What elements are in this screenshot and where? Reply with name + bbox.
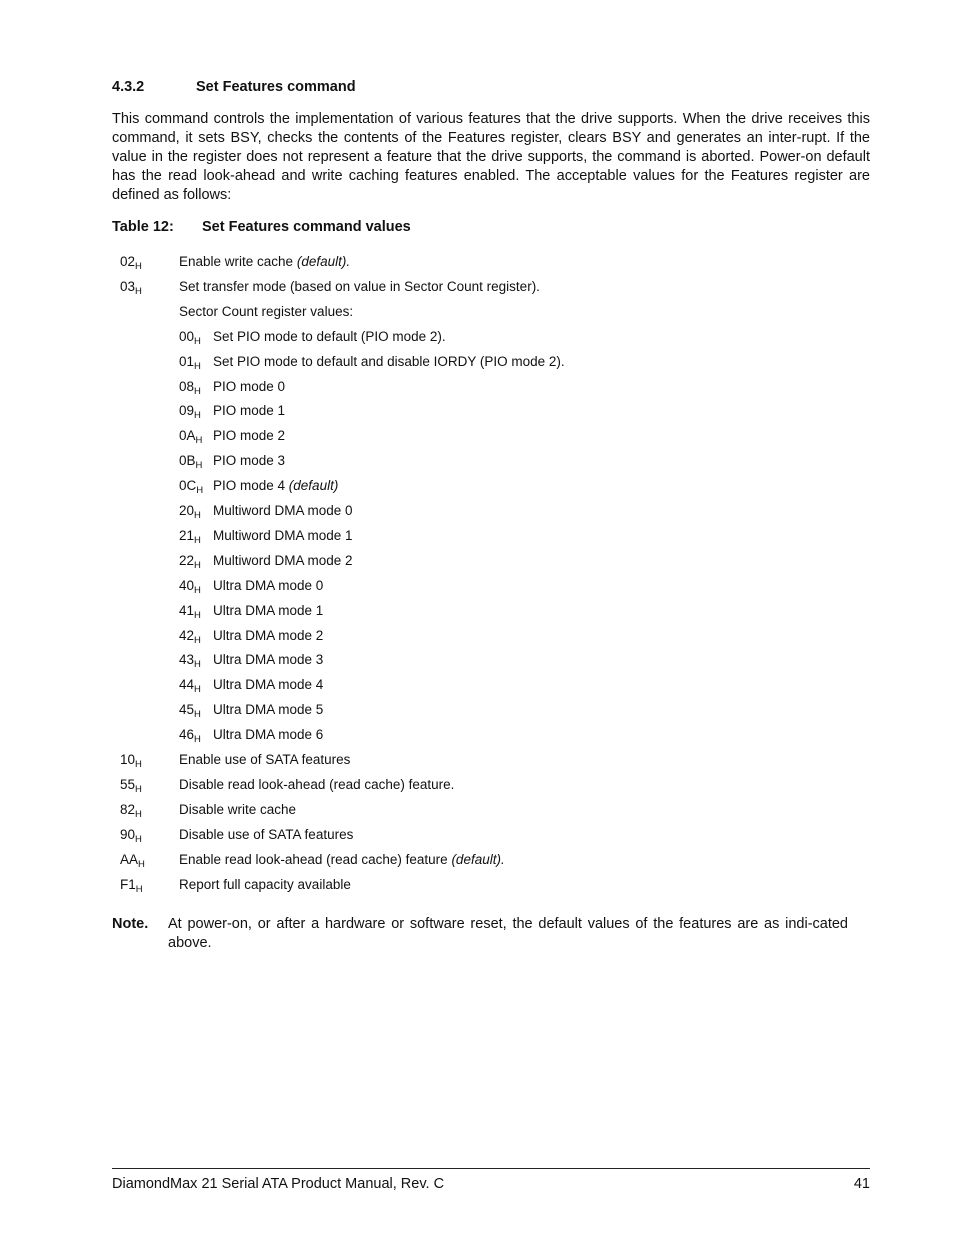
- hex-suffix: H: [194, 609, 201, 621]
- code-value: 09: [179, 403, 195, 419]
- code-value: 08: [179, 378, 195, 394]
- row-code: [179, 327, 201, 347]
- code-value: 21: [179, 527, 195, 543]
- row-description: [179, 850, 505, 870]
- hex-suffix: H: [196, 485, 204, 497]
- code-value: 01: [179, 353, 195, 369]
- code-value: 40: [179, 577, 195, 593]
- row-code: [179, 377, 201, 397]
- row-code: [179, 650, 201, 670]
- row-description: [213, 551, 353, 571]
- row-description: [213, 601, 323, 621]
- row-code: [120, 875, 143, 895]
- row-code: [120, 850, 145, 870]
- description-text: Enable read look-ahead (read cache) feature: [179, 851, 452, 867]
- description-text: Ultra DMA mode 4: [213, 677, 324, 693]
- row-description: [213, 626, 323, 646]
- code-value: 42: [179, 627, 195, 643]
- row-description: [213, 650, 323, 670]
- row-code: [179, 675, 201, 695]
- row-description: [179, 875, 351, 895]
- description-text: Set transfer mode (based on value in Sector Count register).: [179, 278, 540, 294]
- row-description: [213, 352, 565, 372]
- row-description: [213, 377, 285, 397]
- description-text: Ultra DMA mode 5: [213, 702, 324, 718]
- hex-suffix: H: [194, 584, 201, 596]
- row-code: [120, 252, 142, 272]
- description-emphasis: (default).: [451, 851, 505, 867]
- hex-suffix: H: [194, 534, 201, 546]
- row-description: [179, 750, 350, 770]
- hex-suffix: H: [138, 858, 145, 870]
- code-value: 46: [179, 727, 195, 743]
- table-label: Table 12:: [112, 219, 174, 235]
- description-text: Multiword DMA mode 1: [213, 527, 353, 543]
- code-value: 0B: [179, 453, 196, 469]
- hex-suffix: H: [135, 808, 142, 820]
- hex-suffix: H: [194, 684, 201, 696]
- code-value: 00: [179, 328, 195, 344]
- description-emphasis: (default): [288, 478, 339, 494]
- description-text: Ultra DMA mode 0: [213, 577, 324, 593]
- hex-suffix: H: [135, 783, 142, 795]
- row-code: [120, 800, 142, 820]
- code-value: 82: [120, 801, 136, 817]
- row-code: [179, 551, 201, 571]
- description-text: PIO mode 0: [213, 378, 286, 394]
- row-code: [179, 426, 202, 446]
- description-text: Ultra DMA mode 2: [213, 627, 324, 643]
- description-text: Report full capacity available: [179, 876, 351, 892]
- description-text: Ultra DMA mode 3: [213, 652, 324, 668]
- description-text: Set PIO mode to default (PIO mode 2).: [213, 328, 446, 344]
- row-description: [213, 576, 323, 596]
- description-text: Set PIO mode to default and disable IORDY (PIO mode 2).: [213, 353, 565, 369]
- code-value: 45: [179, 702, 195, 718]
- row-code: [179, 601, 201, 621]
- description-text: Ultra DMA mode 6: [213, 727, 324, 743]
- code-value: 43: [179, 652, 195, 668]
- description-text: Enable use of SATA features: [179, 752, 351, 767]
- hex-suffix: H: [194, 559, 201, 571]
- row-code: [120, 825, 142, 845]
- code-value: 03: [120, 278, 136, 294]
- row-description: [179, 277, 540, 297]
- code-value: 41: [179, 602, 195, 618]
- code-value: 10: [120, 752, 136, 767]
- code-value: 02: [120, 254, 136, 269]
- row-code: [179, 576, 201, 596]
- footer-divider: [112, 1168, 870, 1169]
- description-text: Disable read look-ahead (read cache) feature.: [179, 776, 455, 792]
- row-code: [120, 775, 142, 795]
- code-value: 44: [179, 677, 195, 693]
- hex-suffix: H: [194, 335, 201, 347]
- row-description: [213, 700, 323, 720]
- row-code: [179, 626, 201, 646]
- code-value: F1: [120, 876, 136, 892]
- row-description: [179, 825, 353, 845]
- hex-suffix: H: [135, 883, 143, 895]
- code-value: 55: [120, 776, 136, 792]
- table-row: [179, 302, 353, 322]
- row-code: [179, 700, 201, 720]
- hex-suffix: H: [195, 460, 203, 472]
- row-code: [179, 501, 201, 521]
- hex-suffix: H: [195, 435, 203, 447]
- row-code: [120, 750, 142, 770]
- hex-suffix: H: [135, 285, 142, 297]
- row-description: [213, 476, 338, 496]
- description-text: PIO mode 2: [213, 428, 286, 444]
- description-text: PIO mode 1: [213, 403, 286, 419]
- section-heading: [112, 79, 356, 95]
- hex-suffix: H: [194, 659, 201, 671]
- row-code: [179, 401, 201, 421]
- row-description: [179, 252, 350, 272]
- description-text: PIO mode 3: [213, 453, 286, 469]
- intro-paragraph: This command controls the implementation of various features that the drive supports. When the drive receives this command, it sets BSY, checks the contents of the Features register, clears BSY and generates an inter-rupt. If the value in the register does not represent a feature that the drive supports, the command is aborted. Power-on default has the read look-ahead and write caching features enabled. The acceptable values for the Features register are defined as follows:: [112, 111, 870, 203]
- row-description: [213, 327, 446, 347]
- description-text: Enable write cache: [179, 254, 297, 269]
- row-description: [213, 675, 323, 695]
- footer-title: DiamondMax 21 Serial ATA Product Manual, Rev. C: [112, 1176, 445, 1192]
- row-description: [213, 401, 285, 421]
- row-description: [179, 800, 296, 820]
- description-text: Disable use of SATA features: [179, 826, 354, 842]
- row-description: [213, 501, 353, 521]
- page-number: 41: [853, 1176, 870, 1192]
- hex-suffix: H: [135, 261, 142, 272]
- table-caption: Set Features command values: [202, 219, 411, 235]
- hex-suffix: H: [194, 510, 201, 521]
- row-code: [179, 476, 203, 496]
- row-code: [179, 352, 201, 372]
- description-text: Multiword DMA mode 2: [213, 552, 353, 568]
- note-label: Note.: [112, 916, 149, 932]
- section-number: 4.3.2: [112, 79, 145, 95]
- description-text: Multiword DMA mode 0: [213, 503, 353, 518]
- hex-suffix: H: [194, 360, 201, 372]
- hex-suffix: H: [194, 734, 201, 746]
- description-emphasis: (default).: [296, 254, 351, 269]
- row-code: [179, 526, 201, 546]
- code-value: 22: [179, 552, 195, 568]
- description-text: Disable write cache: [179, 801, 297, 817]
- description-text: Ultra DMA mode 1: [213, 602, 324, 618]
- hex-suffix: H: [194, 410, 201, 422]
- code-value: 0A: [179, 428, 196, 444]
- row-code: [120, 277, 142, 297]
- hex-suffix: H: [194, 709, 201, 721]
- code-value: 20: [179, 503, 195, 518]
- row-description: [213, 451, 285, 471]
- row-code: [179, 451, 202, 471]
- hex-suffix: H: [135, 833, 142, 845]
- table-title: [112, 219, 411, 235]
- section-title: Set Features command: [196, 79, 356, 95]
- row-description: [213, 426, 285, 446]
- row-description: [213, 526, 353, 546]
- row-description: [213, 725, 323, 745]
- row-code: [179, 725, 201, 745]
- row-description: Sector Count register values:: [179, 303, 354, 319]
- description-text: PIO mode 4: [213, 478, 289, 494]
- code-value: 90: [120, 826, 136, 842]
- hex-suffix: H: [194, 385, 201, 397]
- code-value: 0C: [179, 478, 197, 494]
- row-description: [179, 775, 454, 795]
- hex-suffix: H: [194, 634, 201, 646]
- code-value: AA: [120, 851, 139, 867]
- hex-suffix: H: [135, 759, 142, 770]
- note-text: At power-on, or after a hardware or software reset, the default values of the features are as indi-cated above.: [168, 916, 848, 951]
